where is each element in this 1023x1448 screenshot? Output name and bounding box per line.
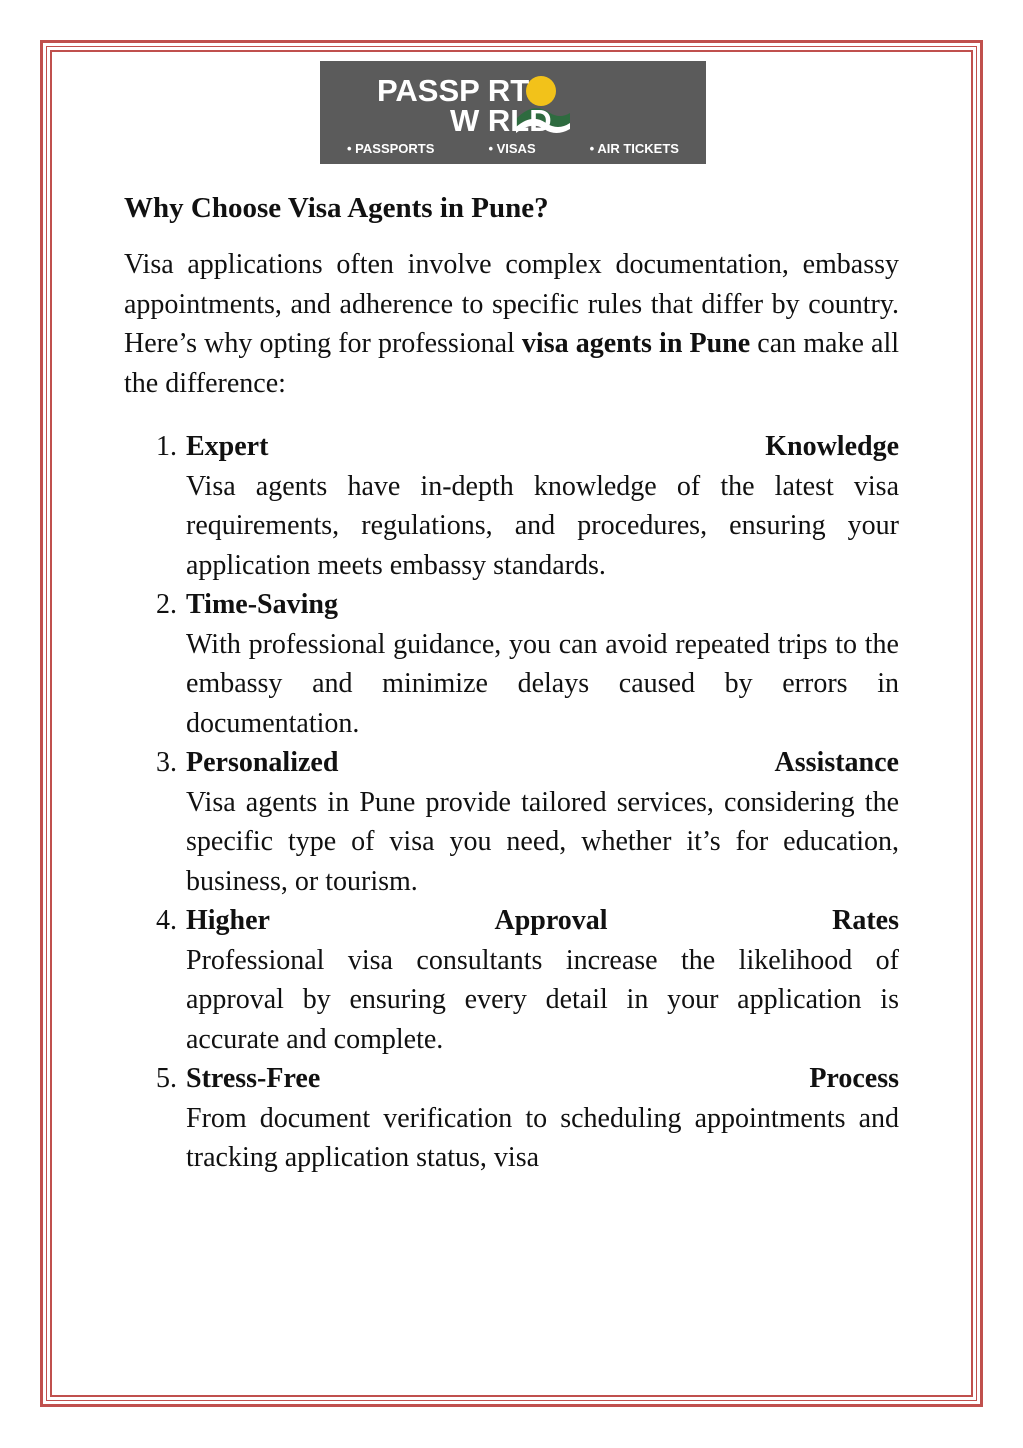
list-number: 4. bbox=[156, 905, 177, 936]
list-number: 5. bbox=[156, 1063, 177, 1094]
list-item-title bbox=[186, 585, 899, 625]
list-item-title bbox=[186, 901, 899, 941]
logo-line-2: W RLD bbox=[450, 103, 552, 138]
intro-keyword: visa agents in Pune bbox=[521, 328, 751, 359]
title-word: Time-Saving bbox=[186, 589, 338, 620]
list-item-body: From document verification to scheduling appointments and tracking application status, visa bbox=[186, 1102, 899, 1173]
list-item-title bbox=[186, 427, 899, 467]
intro-text-start: Visa applications often involve complex documentation, embassy appointments, and adherence to specific rules that differ by country. Here’s why opting for professional bbox=[124, 249, 899, 359]
title-word: Stress-Free bbox=[186, 1063, 321, 1094]
list-item-body: Visa agents have in-depth knowledge of the latest visa requirements, regulations, and procedures, ensuring your application meets embassy standards. bbox=[186, 470, 899, 581]
title-word: Higher bbox=[186, 905, 270, 936]
title-word: Personalized bbox=[186, 747, 339, 778]
list-number: 2. bbox=[156, 589, 177, 620]
page-title: Why Choose Visa Agents in Pune? bbox=[124, 192, 549, 224]
list-item bbox=[124, 901, 899, 1059]
intro-text-end: can make all the difference: bbox=[124, 328, 899, 399]
passport-world-logo bbox=[320, 61, 706, 164]
title-word: Assistance bbox=[774, 747, 899, 778]
title-word: Approval bbox=[494, 905, 608, 936]
title-word: Rates bbox=[832, 905, 899, 936]
list-item-title bbox=[186, 743, 899, 783]
list-item-body: Professional visa consultants increase the likelihood of approval by ensuring every detail in your application is accurate and complete. bbox=[186, 944, 899, 1055]
list-item-body: With professional guidance, you can avoid repeated trips to the embassy and minimize delays caused by errors in documentation. bbox=[186, 628, 899, 739]
title-word: Expert bbox=[186, 431, 269, 462]
logo-line-1: PASSP RT bbox=[377, 73, 530, 108]
logo-tag-air-tickets: • AIR TICKETS bbox=[589, 141, 679, 156]
logo-tag-passports: • PASSPORTS bbox=[347, 141, 435, 156]
list-item-body: Visa agents in Pune provide tailored services, considering the specific type of visa you need, whether it’s for education, business, or tourism. bbox=[186, 786, 899, 897]
document-content bbox=[124, 188, 899, 1178]
logo-tag-visas: • VISAS bbox=[488, 141, 536, 156]
reasons-list bbox=[124, 427, 899, 1178]
list-item bbox=[124, 427, 899, 585]
list-item bbox=[124, 743, 899, 901]
title-word: Knowledge bbox=[765, 431, 899, 462]
logo-tagline bbox=[320, 141, 706, 156]
list-item bbox=[124, 585, 899, 743]
list-item-title bbox=[186, 1059, 899, 1099]
list-number: 1. bbox=[156, 431, 177, 462]
list-item bbox=[124, 1059, 899, 1178]
title-word: Process bbox=[809, 1063, 899, 1094]
list-number: 3. bbox=[156, 747, 177, 778]
intro-paragraph bbox=[124, 245, 899, 403]
